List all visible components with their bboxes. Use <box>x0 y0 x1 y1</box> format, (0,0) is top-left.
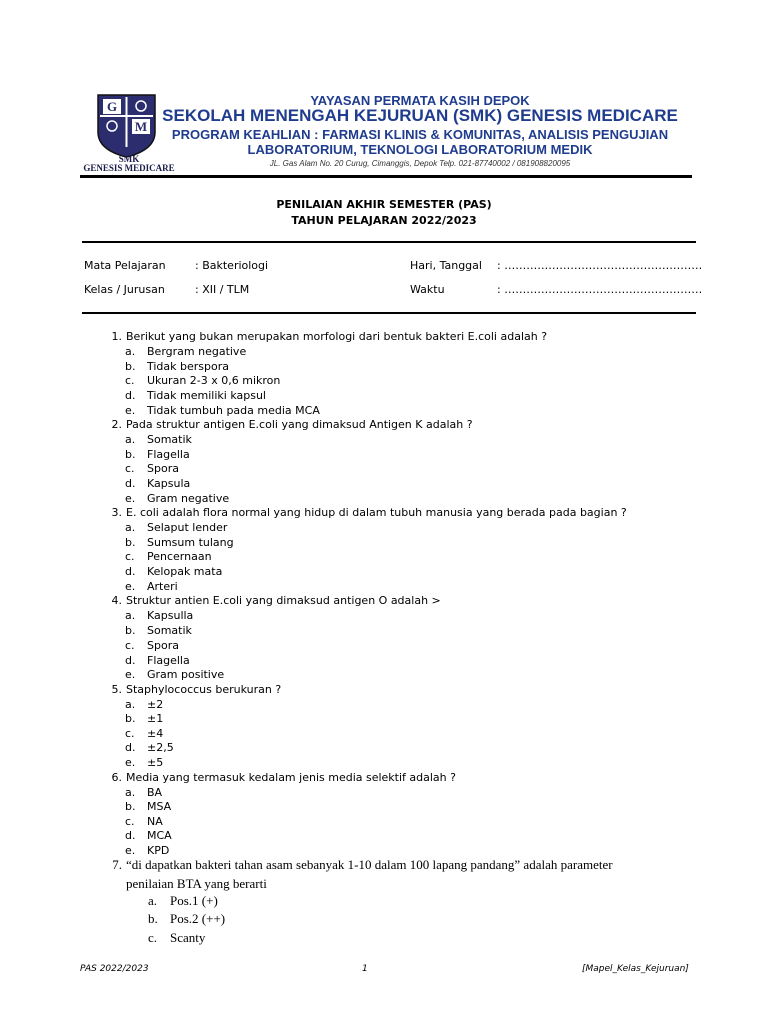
program-line-1: PROGRAM KEAHLIAN : FARMASI KLINIS & KOMUNITAS, ANALISIS PENGUJIAN <box>171 127 669 142</box>
class-label: Kelas / Jurusan <box>84 283 165 296</box>
info-top-divider <box>82 241 696 243</box>
option-text: Tidak tumbuh pada media MCA <box>147 404 320 417</box>
option-text: Kelopak mata <box>147 565 223 578</box>
day-label: Hari, Tanggal <box>410 259 482 272</box>
option-text: Scanty <box>170 930 206 945</box>
option-letter: d. <box>125 829 136 842</box>
letterhead-divider <box>80 175 692 178</box>
option-text: Tidak memiliki kapsul <box>147 389 266 402</box>
question-number: 6. <box>111 771 122 784</box>
footer-left: PAS 2022/2023 <box>80 964 149 974</box>
logo-letter-m: M <box>134 119 148 134</box>
option-letter: c. <box>125 815 135 828</box>
class-value: : XII / TLM <box>195 283 250 296</box>
option-text: KPD <box>147 844 170 857</box>
logo-caption-name: GENESIS MEDICARE <box>83 163 175 173</box>
time-value: : ……………………………………………… <box>497 283 703 296</box>
question-text: Staphylococcus berukuran ? <box>126 683 282 696</box>
exam-year: TAHUN PELAJARAN 2022/2023 <box>291 214 477 227</box>
option-letter: e. <box>125 404 136 417</box>
school-address: JL. Gas Alam No. 20 Curug, Cimanggis, Depok Telp. 021-87740002 / 081908820095 <box>269 159 571 168</box>
option-text: Pencernaan <box>147 550 212 563</box>
option-text: Sumsum tulang <box>147 536 234 549</box>
school-name: SEKOLAH MENENGAH KEJURUAN (SMK) GENESIS MEDICARE <box>162 106 678 125</box>
question-number: 2. <box>111 418 122 431</box>
question-text: Pada struktur antigen E.coli yang dimaksud Antigen K adalah ? <box>126 418 473 431</box>
logo-letter-g: G <box>106 99 118 114</box>
option-text: Somatik <box>147 624 192 637</box>
footer-right: [Mapel_Kelas_Kejuruan] <box>582 964 689 974</box>
footer-page-number: 1 <box>362 964 368 974</box>
option-text: MSA <box>147 800 172 813</box>
option-letter: b. <box>125 448 136 461</box>
option-letter: c. <box>125 727 135 740</box>
option-text: Selaput lender <box>147 521 228 534</box>
day-value: : ……………………………………………… <box>497 259 703 272</box>
option-text: ±2 <box>147 698 164 711</box>
option-letter: d. <box>125 654 136 667</box>
option-text: Ukuran 2-3 x 0,6 mikron <box>147 374 281 387</box>
option-letter: c. <box>148 930 158 945</box>
option-letter: a. <box>125 433 136 446</box>
option-letter: e. <box>125 580 136 593</box>
option-text: Arteri <box>147 580 178 593</box>
option-letter: a. <box>148 893 158 908</box>
question-text-line-1: “di dapatkan bakteri tahan asam sebanyak 1-10 dalam 100 lapang pandang” adalah parameter <box>126 857 613 872</box>
option-letter: c. <box>125 550 135 563</box>
question-number: 7. <box>112 857 122 872</box>
option-letter: d. <box>125 565 136 578</box>
option-text: ±1 <box>147 712 164 725</box>
option-text: ±2,5 <box>147 741 174 754</box>
option-letter: c. <box>125 639 135 652</box>
option-letter: a. <box>125 521 136 534</box>
option-letter: b. <box>125 360 136 373</box>
option-letter: a. <box>125 698 136 711</box>
option-text: Tidak berspora <box>147 360 230 373</box>
option-text: Spora <box>147 639 179 652</box>
option-letter: e. <box>125 492 136 505</box>
option-text: ±4 <box>147 727 164 740</box>
question-text: E. coli adalah flora normal yang hidup di dalam tubuh manusia yang berada pada bagian ? <box>126 506 627 519</box>
option-letter: b. <box>148 911 158 926</box>
subject-value: : Bakteriologi <box>195 259 269 272</box>
option-text: Flagella <box>147 654 190 667</box>
question-text: Struktur antien E.coli yang dimaksud antigen O adalah > <box>126 594 441 607</box>
foundation-name: YAYASAN PERMATA KASIH DEPOK <box>310 93 530 108</box>
question-number: 3. <box>111 506 122 519</box>
option-text: Gram positive <box>147 668 225 681</box>
option-letter: b. <box>125 624 136 637</box>
question-number: 5. <box>111 683 122 696</box>
program-line-2: LABORATORIUM, TEKNOLOGI LABORATORIUM MEDIK <box>247 142 593 157</box>
option-text: ±5 <box>147 756 164 769</box>
option-text: Bergram negative <box>147 345 247 358</box>
question-text-line-2: penilaian BTA yang berarti <box>126 876 267 891</box>
option-text: MCA <box>147 829 172 842</box>
option-letter: a. <box>125 345 136 358</box>
option-letter: e. <box>125 844 136 857</box>
option-letter: e. <box>125 668 136 681</box>
option-letter: e. <box>125 756 136 769</box>
option-text: BA <box>147 786 163 799</box>
time-label: Waktu <box>410 283 445 296</box>
option-letter: d. <box>125 389 136 402</box>
option-text: Kapsulla <box>147 609 194 622</box>
option-text: Spora <box>147 462 179 475</box>
logo-caption-smk: SMK <box>118 154 140 164</box>
option-letter: d. <box>125 477 136 490</box>
option-text: Gram negative <box>147 492 230 505</box>
school-logo <box>95 92 158 159</box>
option-text: NA <box>147 815 163 828</box>
question-number: 1. <box>111 330 122 343</box>
option-text: Flagella <box>147 448 190 461</box>
option-letter: c. <box>125 374 135 387</box>
exam-title: PENILAIAN AKHIR SEMESTER (PAS) <box>276 198 492 211</box>
option-text: Somatik <box>147 433 192 446</box>
option-letter: a. <box>125 609 136 622</box>
option-letter: d. <box>125 741 136 754</box>
question-text: Berikut yang bukan merupakan morfologi dari bentuk bakteri E.coli adalah ? <box>126 330 548 343</box>
option-letter: b. <box>125 536 136 549</box>
option-letter: b. <box>125 712 136 725</box>
info-bottom-divider <box>82 312 696 314</box>
option-letter: a. <box>125 786 136 799</box>
option-letter: c. <box>125 462 135 475</box>
question-number: 4. <box>111 594 122 607</box>
question-text: Media yang termasuk kedalam jenis media selektif adalah ? <box>126 771 456 784</box>
option-text: Pos.2 (++) <box>170 911 226 926</box>
option-text: Kapsula <box>147 477 191 490</box>
option-letter: b. <box>125 800 136 813</box>
subject-label: Mata Pelajaran <box>84 259 166 272</box>
option-text: Pos.1 (+) <box>170 893 218 908</box>
